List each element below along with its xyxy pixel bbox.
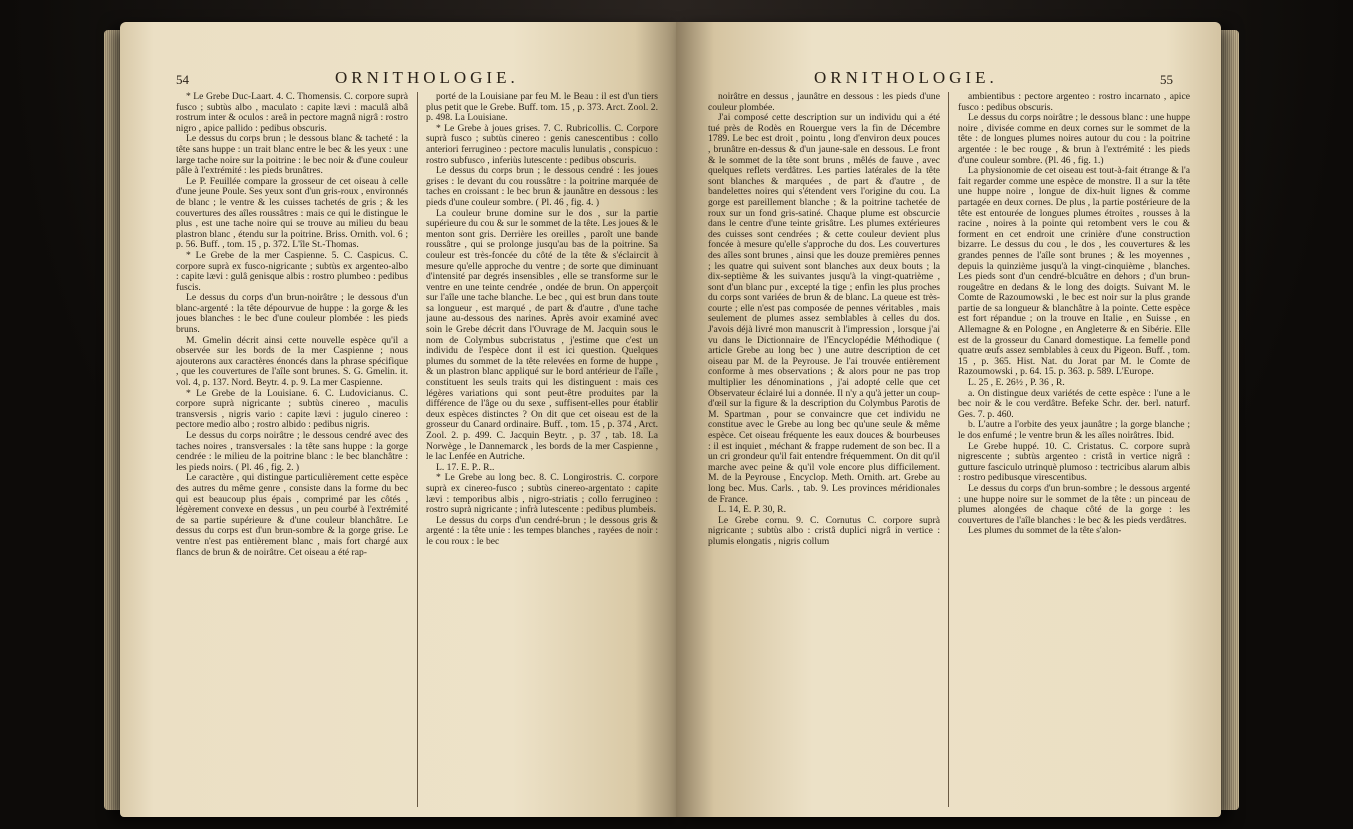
page-number-right: 55 (1160, 72, 1173, 87)
paragraph: Le Grebe cornu. 9. C. Cornutus C. corpore suprà nigricante ; subtùs albo : cristâ duplici nigrâ in vertice : plumis elongatis , nigris collum (708, 514, 940, 547)
left-page (120, 22, 680, 817)
running-head-left: ORNITHOLOGIE. (335, 68, 519, 87)
paragraph: J'ai composé cette description sur un individu qui a été tué près de Rodès en Rouergue vers la fin de Décembre 1789. Le bec est droit , pointu , long d'environ deux pouces , brunâtre en-dessus & d'un jaune-sale en dessous. Le front & le sommet de la tête sont bruns , mêlés de fauve , avec quelques reflets verdâtres. Les parties latérales de la tête sont blanches & marquées , de part & d'autre , de bandelettes noires qui s'étendent vers l'origine du cou. La gorge est pareillement blanche ; & la poitrine tachetée de roux sur un fond gris-satiné. Chaque plume est obscurcie dans le centre d'une teinte grisâtre. Les plumes extérieures des cuisses sont cendrées ; & cette couleur devient plus foncée à mesure qu'elle s'approche du dos. Les couvertures des aîles sont brunes , ainsi que les douze premières pennes ; les quatre qui suivent sont blanches aux deux bouts ; la dix-septième & les suivantes jusqu'à la vingt-quatrième , sont d'un blanc pur , excepté la tige ; enfin les plus proches du corps sont variées de brun & de blanc. La queue est très-courte ; elle n'est pas composée de pennes véritables , mais seulement de plumes assez semblables à celles du dos. J'avois déjà livré mon manuscrit à l'impression , lorsque j'ai vu dans le Dictionnaire de l'Encyclopédie Méthodique ( article Grebe au long bec ) une autre description de cet oiseau par M. de la Peyrouse. Je l'ai trouvée entièrement conforme à mes observations ; & alors pour ne pas trop multiplier les dénominations , j'ai adopté celle que cet Observateur éclairé lui a donnée. Il n'y a qu'à jetter un coup-d'œil sur la figure & la description du Colymbus Parotis de M. Spartman , pour se convaincre que cet individu ne constitue avec le Grebe au long bec qu'une seule & même espèce. Cet oiseau fréquente les eaux douces & bourbeuses : il est inquiet , méchant & frappe rudement de son bec. Il a un cri grondeur qu'il fait entendre fréquemment. On dit qu'il marche avec peine & qu'il vole encore plus difficilement. M. de la Peyrouse , Encyclop. Meth. Ornith. art. Grebe au long bec. Mus. Carls. , tab. 9. Les provinces méridionales de France. (708, 112, 940, 505)
paragraph: M. Gmelin décrit ainsi cette nouvelle espèce qu'il a observée sur les bords de la mer Caspienne ; nous ajouterons aux caractères énoncés dans la phrase spécifique , que les couvertures de l'aîle sont brunes. S. G. Gmelin. it. vol. 4, p. 137. Nord. Beytr. 4. p. 9. La mer Caspienne. (176, 334, 408, 389)
column-rule-right (948, 92, 949, 807)
paragraph: Le dessus du corps brun ; le dessous cendré : les joues grises : le devant du cou roussâtre : la poitrine marquée de taches en croissant : le bec brun & jaunâtre en dessous : les pieds d'une couleur sombre. ( Pl. 46 , fig. 4. ) (426, 165, 658, 208)
paragraph: Le dessus du corps d'un brun-noirâtre ; le dessous d'un blanc-argenté : la tête dépourvue de huppe : la gorge & les joues blanches : le bec d'une couleur plombée : les pieds bruns. (176, 292, 408, 336)
paragraph: Le P. Feuillée compare la grosseur de cet oiseau à celle d'une jeune Poule. Ses yeux sont d'un gris-roux , environnés de blanc ; le ventre & les cuisses tachetés de gris ; & les couvertures des aîles roussâtres : mais ce qui le distingue le plus , est une tache noire qui se trouve au milieu du beau plastron blanc , étendu sur la poitrine. Briss. Ornith. vol. 6 ; p. 56. Buff. , tom. 15 , p. 372. L'île St.-Thomas. (176, 175, 408, 251)
running-head-right: ORNITHOLOGIE. (814, 68, 998, 87)
paragraph: Le dessus du corps noirâtre ; le dessous cendré avec des taches noires , transversales : la tête sans huppe : la gorge cendrée : le milieu de la poitrine blanc : le bec blanchâtre : les pieds noirs. ( Pl. 46 , fig. 2. ) (176, 430, 408, 473)
paragraph: L. 14, E. P. 30, R. (718, 504, 786, 516)
paragraph: a. On distingue deux variétés de cette espèce : l'une a le bec noir & le cou verdâtre. Befeke Schr. der. berl. naturf. Ges. 7. p. 460. (958, 387, 1190, 420)
paragraph: Le dessus du corps d'un cendré-brun ; le dessous gris & argenté : la tête unie : les tempes blanches , rayées de noir : le cou roux : le bec (426, 514, 658, 547)
right-page (676, 22, 1221, 817)
left-column-1 (176, 92, 408, 807)
paragraph: * Le Grebe de la Louisiane. 6. C. Ludovicianus. C. corpore suprà nigricante ; subtùs cinereo , maculis transversis , nigris vario : capite lævi : jugulo cinereo : pectore medio albo ; rostro albido : pedibus nigris. (176, 387, 408, 431)
paragraph: * Le Grebe de la mer Caspienne. 5. C. Caspicus. C. corpore suprà ex fusco-nigricante ; subtùs ex argenteo-albo : capite lævi : gulâ genisque albis : rostro plumbeo : pedibus fuscis. (176, 249, 408, 293)
right-column-1 (708, 92, 940, 807)
left-column-2 (426, 92, 658, 807)
paragraph: Le dessus du corps d'un brun-sombre ; le dessous argenté : une huppe noire sur le sommet de la tête : un pinceau de plumes alongées de chaque côté de la gorge : les couvertures de l'aîle blanches : le bec & les pieds verdâtres. (958, 482, 1190, 526)
right-column-2 (958, 92, 1190, 807)
paragraph: * Le Grebe à joues grises. 7. C. Rubricollis. C. Corpore suprà fusco ; subtùs cinereo : genis canescentibus : collo anteriori ferrugineo : pectore maculis lunulatis , conspicuo : rostro subfusco , inferiùs lutescente : pedibus obscuris. (426, 122, 658, 166)
paragraph: Les plumes du sommet de la tête s'alon- (968, 525, 1122, 537)
page-number-left: 54 (176, 72, 189, 87)
paragraph: L. 25 , E. 26½ , P. 36 , R. (968, 377, 1065, 389)
paragraph: Le caractère , qui distingue particulièrement cette espèce des autres du même genre , consiste dans la forme du bec qui est beaucoup plus épais , comprimé par les côtés , légèrement convexe en dessus , un peu courbé à l'extrémité de sa partie supérieure & d'une couleur blanchâtre. Le dessus du corps est d'un brun-sombre & la gorge grise. Le ventre n'est pas entièrement blanc , mais fort chargé aux flancs de brun & de noirâtre. Cet oiseau a été rap- (176, 472, 408, 558)
paragraph: * Le Grebe Duc-Laart. 4. C. Thomensis. C. corpore suprà fusco ; subtùs albo , maculato : capite lævi : maculâ albâ rostrum inter & oculos : areâ in pectore magnâ nigrâ : rostro nigro , apice pallido : pedibus obscuris. (176, 92, 408, 134)
right-page-edges (1219, 30, 1239, 810)
paragraph: * Le Grebe au long bec. 8. C. Longirostris. C. corpore suprà ex cinereo-fusco ; subtùs cinereo-argentato : capite lævi : temporibus albis , nigro-striatis ; collo ferrugineo : rostro suprà nigricante ; infrà lutescente : pedibus plumbeis. (426, 472, 658, 516)
paragraph: La couleur brune domine sur le dos , sur la partie supérieure du cou & sur le sommet de la tête. Les joues & le menton sont gris. Derrière les oreilles , paroît une bande roussâtre , qui se prolonge jusqu'au bas de la poitrine. Sa couleur est très-foncée du côté de la tête & s'éclaircit à mesure qu'elle approche du ventre ; de sorte que diminuant d'intensité par degrés insensibles , elle se transforme sur le ventre en une teinte cendrée , ondée de brun. On apperçoit sur l'aîle une tache blanche. Le bec , qui est brun dans toute sa longueur , est marqué , de part & d'autre , d'une tache jaune au-dessous des narines. Après avoir examiné avec soin le Grebe décrit dans l'Ouvrage de M. Jacquin sous le nom de Colymbus subcristatus , j'estime que c'est un individu de l'espèce dont il est ici question. Quelques plumes du sommet de la tête relevées en forme de huppe , & un plastron blanc appliqué sur le bord antérieur de l'aîle , constituent les seuls traits qui les distinguent : mais ces légères variations qui sont peut-être produites par la différence de l'âge ou du sexe , suffisent-elles pour établir deux espèces distinctes ? On dit que cet oiseau est de la grosseur du Canard ordinaire. Buff. , tom. 15 , p. 374 , Arct. Zool. 2. p. 499. C. Jacquin Beytr. , p. 37 , tab. 18. La Norwège , le Dannemarck , les bords de la mer Caspienne , le lac Lenfée en Autriche. (426, 207, 658, 463)
paragraph: La physionomie de cet oiseau est tout-à-fait étrange & l'a fait regarder comme une espèce de monstre. Il a sur la tête une huppe noire , longue de dix-huit lignes & comme partagée en deux cornes. De plus , la partie postérieure de la tête est entourée de longues plumes étroites , rousses à la racine , noires à la pointe qui retombent vers le cou & forment en cet endroit une crinière d'une construction bizarre. Le dessus du cou , le dos , les couvertures & les grandes pennes de l'aîle sont brunes ; & les moyennes , depuis la quinzième jusqu'à la vingt-cinquième , blanches. Les pieds sont d'un cendré-blcuâtre en dehors ; d'un brun-rougeâtre en dedans & le long des doigts. Suivant M. le Comte de Razoumowski , le bec est noir sur la plus grande partie de sa longueur & blanchâtre à la pointe. Cette espèce est fort répandue ; on la trouve en Italie , en Suisse , en Allemagne & en Pologne , en Angleterre & en Sibérie. Elle est de la grosseur du Canard domestique. La femelle pond quatre œufs assez semblables à ceux du Pigeon. Buff. , tom. 15 , p. 365. Hist. Nat. du Jorat par M. le Comte de Razoumowski , p. 64. 15. p. 363. p. 589. L'Europe. (958, 165, 1190, 378)
paragraph: Le dessus du corps brun ; le dessous blanc & tacheté : la tête sans huppe : un trait blanc entre le bec & les yeux : une large tache noire sur la poitrine : le bec noir & d'une couleur pâle à l'extrémité : les pieds brunâtres. (176, 133, 408, 177)
paragraph: porté de la Louisiane par feu M. le Beau : il est d'un tiers plus petit que le Grebe. Buff. tom. 15 , p. 373. Arct. Zool. 2. p. 498. La Louisiane. (426, 92, 658, 124)
paragraph: ambientibus : pectore argenteo : rostro incarnato , apice fusco : pedibus obscuris. (958, 92, 1190, 113)
paragraph: Le Grebe huppé. 10. C. Cristatus. C. corpore suprà nigrescente ; subtùs argenteo : cristâ in vertice nigrâ : gutture fasciculo utrinquè plumoso : tectricibus alarum albis : rostro pedibusque virescentibus. (958, 440, 1190, 484)
column-rule-left (417, 92, 418, 807)
paragraph: noirâtre en dessus , jaunâtre en dessous : les pieds d'une couleur plombée. (708, 92, 940, 113)
paragraph: b. L'autre a l'orbite des yeux jaunâtre ; la gorge blanche ; le dos enfumé ; le ventre brun & les aîles noirâtres. Ibid. (958, 419, 1190, 441)
paragraph: Le dessus du corps noirâtre ; le dessous blanc : une huppe noire , divisée comme en deux cornes sur le sommet de la tête : de longues plumes noires autour du cou : la poitrine argentée : le bec rouge , & brun à l'extrémité : les pieds d'une couleur sombre. (Pl. 46 , fig. 1.) (958, 112, 1190, 166)
paragraph: L. 17. E. P.. R.. (436, 461, 495, 473)
